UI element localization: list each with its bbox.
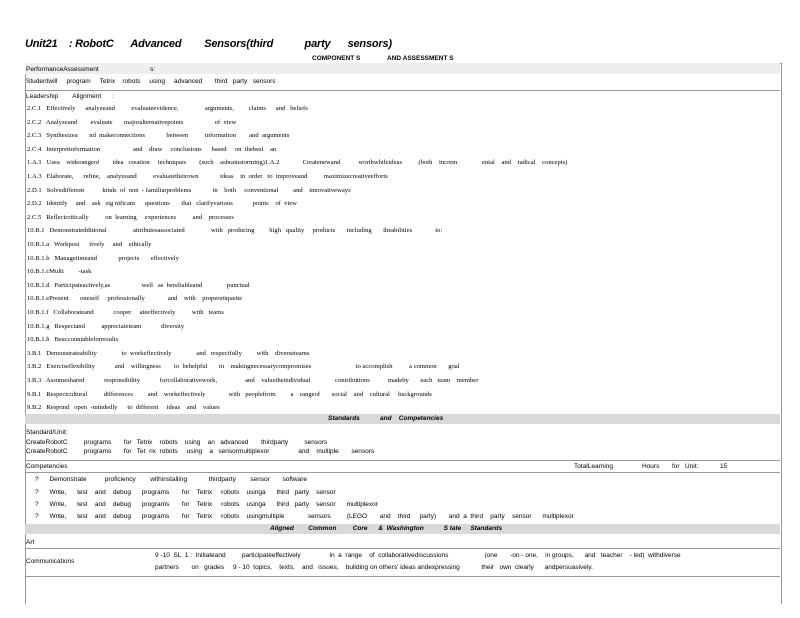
competency-item: ? Write, test and debug programs for Tetrix robots usinga third party sensor: [35, 489, 336, 496]
leadership-standard-item: 9.B.2 Respond open -mindedly to different ideas and values: [27, 404, 220, 412]
leadership-standard-item: 3.B.2 Exerciseflexibility and willingness to behelpful in makingnecessarycompromises to accomplish a common goal: [27, 363, 460, 371]
aligned-band-label: Aligned Common Core & Washington S tate Standards: [270, 525, 503, 532]
performance-label: PerformanceAssessment: [26, 66, 99, 73]
communications-line-2: partners on grades 9 - 10 topics, texts, and issues, building on others' ideas andexpressing their own clearly andpersuasively.: [155, 564, 593, 571]
leadership-standard-item: 10.B.1.ePresent oneself professionally and with properetiquette: [27, 295, 243, 303]
divider: [25, 576, 780, 577]
competency-item: ? Write, test and debug programs for Tetrix robots usingmultiple sensors (LEGO and third party) and a third party sensor multiplexor: [35, 513, 574, 520]
competencies-label: Competencies: [26, 463, 68, 470]
art-label: Art: [26, 539, 35, 546]
assessments-header: AND ASSESSMENT S: [387, 55, 454, 62]
competency-item: ? Demonstrate proficiency withinstalling thirdparty sensor software: [35, 476, 308, 483]
leadership-label: Leadership Alignment :: [26, 93, 114, 100]
leadership-standard-item: 10.B.1 Demonstratedditional attributesassociated with producing high quality products including theabilities to:: [27, 227, 443, 235]
standard-unit-line: CreateRobotC programs for Tet rix robots using a sensormultiplexor and multiple sensors: [26, 448, 375, 455]
divider: [25, 90, 780, 91]
leadership-standard-item: 10.B.1.cMulti -task: [27, 268, 92, 276]
standards-band-right: and Competencies: [380, 415, 444, 422]
leadership-standard-item: 10.B.1.a Workposi tively and ethically: [27, 241, 152, 248]
leadership-standard-item: 2.C.1 Effectively analyzeand evaluateevidence, arguments, claims and beliefs: [27, 105, 308, 112]
leadership-standard-item: 10.B.1.g Respectand appreciateteam diversity: [27, 322, 185, 330]
standard-unit-line: CreateRobotC programs for Tetrix robots using an advanced thirdparty sensors: [26, 439, 328, 446]
performance-suffix: s:: [150, 66, 156, 73]
leadership-standard-item: 2.C.5 Reflectcritically on learning experiences and processes: [27, 213, 234, 221]
leadership-standard-item: 10.B.1.d Participateactively,as well as bereliableand punctual: [27, 281, 250, 289]
divider: [25, 460, 780, 461]
performance-text: Studentwill program Tetrix robots using advanced third party sensors: [26, 78, 276, 85]
communications-label: Communications: [26, 558, 75, 565]
leadership-standard-item: 2.D.1 Solvedifferent kinds of non - familiarproblems in both conventional and innovativeways: [27, 186, 351, 194]
leadership-standard-item: 10.B.1.b Managetimeand projects effectively: [27, 254, 179, 262]
leadership-standard-item: 1.A.3 Elaborate, refine, analyzeand evaluatetheirown ideas in order to improveand maximizecreativeefforts: [27, 173, 388, 180]
page-title: Unit21 : RobotC Advanced Sensors(third party sensors): [25, 38, 392, 50]
components-header: COMPONENT S: [312, 55, 361, 62]
competency-item: ? Write, test and debug programs for Tetrix robots usinga third party sensor multiplexor: [35, 501, 378, 508]
leadership-standard-item: 10.B.1.h Beaccountableforresults: [27, 336, 119, 344]
performance-label-row: [25, 63, 780, 74]
leadership-standard-item: 2.C.2 Analyzeand evaluate majoralternativepoints of view: [27, 118, 237, 126]
leadership-standard-item: 2.C.4 Interpretinformation and draw conclusions based on thebest an: [27, 145, 277, 153]
communications-line-1: 9 -10 SL 1 : Initiateand participateeffectively in a range of collaborativediscussions (one -on - one, in groups, and teacher - led) withdiverse: [155, 552, 681, 559]
total-learning-label: TotalLearning: [574, 463, 614, 470]
leadership-standard-item: 10.B.1.f Collaborateand cooper ateeffectively with teams: [27, 309, 224, 316]
leadership-standard-item: 2.C.3 Synthesizea nd makeconnections between information and arguments: [27, 132, 290, 140]
divider: [25, 472, 780, 473]
leadership-standard-item: 9.B.1 Respectcultural differences and workeffectively with peoplefrom a rangeof social and cultural backgrounds: [27, 390, 432, 398]
leadership-standard-item: 3.B.3 Assumeshared responsibility forcollaborativework, and valuetheindividual contributions madeby each team member: [27, 377, 479, 384]
divider: [25, 548, 780, 549]
hours-label: Hours for Unit:: [642, 463, 699, 470]
standard-unit-label: Standard/Unit:: [26, 429, 68, 436]
standards-band-left: Standards: [328, 415, 360, 422]
leadership-standard-item: 1.A.1 Usea widerangeof idea creation techniques (such asbrainstorming)1.A.2 Createnewand worthwhileideas (both increm ental and radical concepts): [27, 159, 568, 167]
leadership-standard-item: 3.B.1 Demonstrateability to workeffectively and respectfully with diverseteams: [27, 349, 310, 357]
leadership-standard-item: 2.D.2 Identify and ask sig nificant questions that clarifyvarious points of view: [27, 200, 297, 208]
hours-value: 15: [720, 463, 728, 470]
